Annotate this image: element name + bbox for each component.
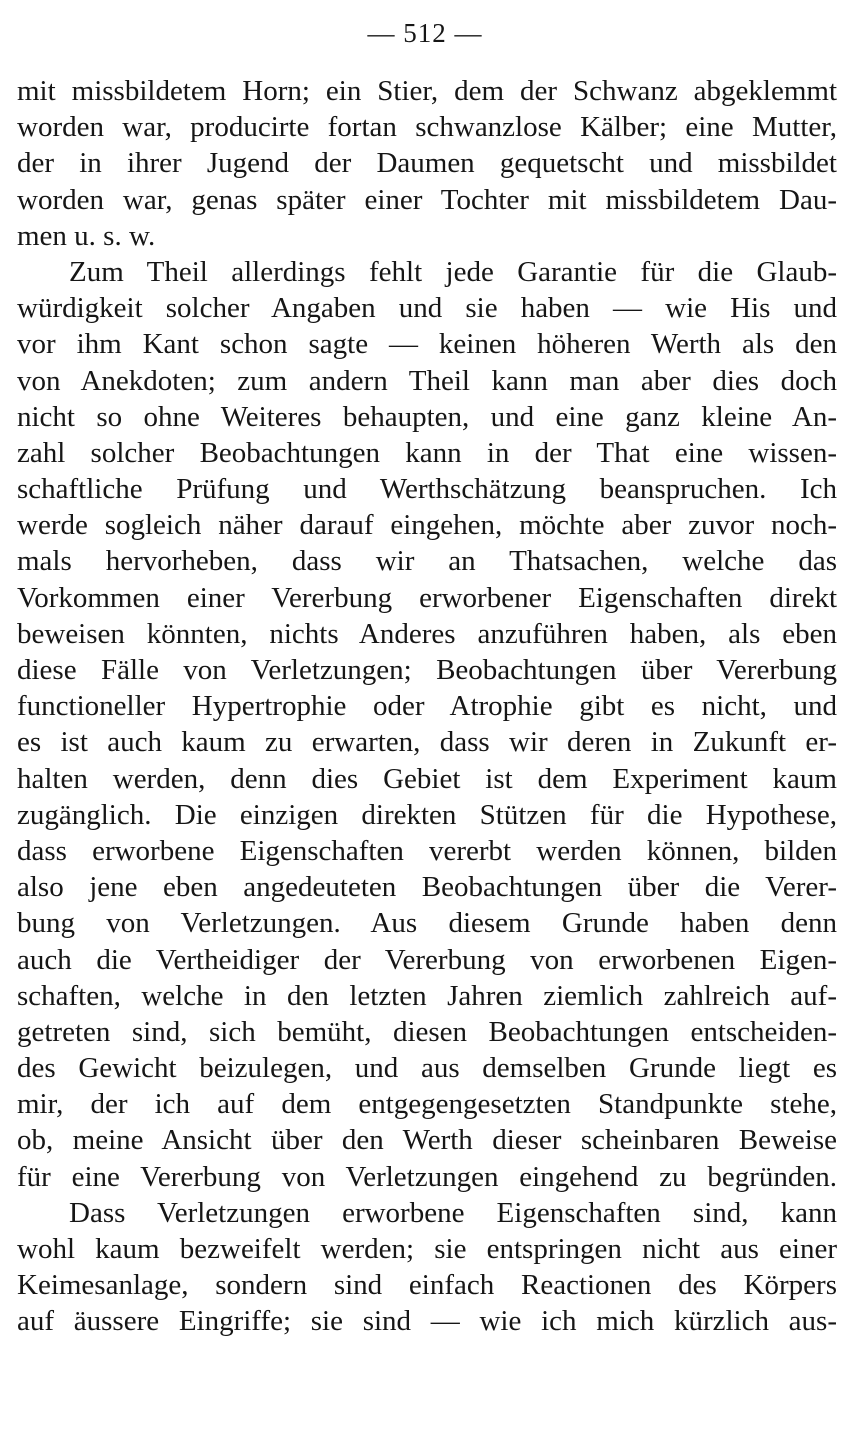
text-line: ob, meine Ansicht über den Werth dieser scheinbaren Beweise — [17, 1124, 837, 1157]
text-line: auf äussere Eingriffe; sie sind — wie ich mich kürzlich aus- — [17, 1305, 837, 1338]
text-line: bung von Verletzungen. Aus diesem Grunde haben denn — [17, 907, 837, 940]
text-line: dass erworbene Eigenschaften vererbt werden können, bilden — [17, 834, 837, 867]
text-line: getreten sind, sich bemüht, diesen Beobachtungen entscheiden- — [17, 1015, 837, 1048]
text-line: zahl solcher Beobachtungen kann in der That eine wissen- — [17, 436, 837, 469]
text-line: worden war, genas später einer Tochter mit missbildetem Dau- — [17, 183, 837, 216]
page-number: — 512 — — [367, 18, 483, 48]
text-line: vor ihm Kant schon sagte — keinen höheren Werth als den — [17, 328, 837, 361]
text-line: es ist auch kaum zu erwarten, dass wir deren in Zukunft er- — [17, 726, 837, 759]
text-line: mit missbildetem Horn; ein Stier, dem der Schwanz abgeklemmt — [17, 75, 837, 107]
text-line: Keimesanlage, sondern sind einfach Reactionen des Körpers — [17, 1269, 837, 1302]
text-line: Zum Theil allerdings fehlt jede Garantie für die Glaub- — [69, 255, 837, 288]
text-line: mals hervorheben, dass wir an Thatsachen, welche das — [17, 545, 837, 578]
text-line: von Anekdoten; zum andern Theil kann man aber dies doch — [17, 364, 837, 397]
text-line: wohl kaum bezweifelt werden; sie entspringen nicht aus einer — [17, 1233, 837, 1265]
text-line: men u. s. w. — [17, 219, 156, 252]
text-line: für eine Vererbung von Verletzungen eingehend zu begründen. — [17, 1160, 837, 1193]
text-line: mir, der ich auf dem entgegengesetzten Standpunkte stehe, — [17, 1088, 837, 1121]
text-line: beweisen könnten, nichts Anderes anzuführen haben, als eben — [17, 617, 837, 650]
paragraph-3 — [17, 1195, 837, 1340]
text-line: halten werden, denn dies Gebiet ist dem Experiment kaum — [17, 762, 837, 795]
text-line: auch die Vertheidiger der Vererbung von erworbenen Eigen- — [17, 943, 837, 976]
text-line: Dass Verletzungen erworbene Eigenschaften sind, kann — [69, 1196, 837, 1229]
text-line: Vorkommen einer Vererbung erworbener Eigenschaften direkt — [17, 581, 837, 614]
paragraph-1 — [17, 73, 837, 254]
text-line: werde sogleich näher darauf eingehen, möchte aber zuvor noch- — [17, 509, 837, 542]
text-line: des Gewicht beizulegen, und aus demselben Grunde liegt es — [17, 1052, 837, 1085]
text-line: der in ihrer Jugend der Daumen gequetscht und missbildet — [17, 147, 837, 180]
text-line: würdigkeit solcher Angaben und sie haben — wie His und — [17, 292, 837, 325]
body-text — [17, 73, 837, 1340]
text-line: functioneller Hypertrophie oder Atrophie gibt es nicht, und — [17, 690, 837, 723]
text-line: diese Fälle von Verletzungen; Beobachtungen über Vererbung — [17, 654, 837, 686]
text-line: also jene eben angedeuteten Beobachtungen über die Verer- — [17, 871, 837, 904]
paragraph-2 — [17, 254, 837, 1195]
text-line: nicht so ohne Weiteres behaupten, und eine ganz kleine An- — [17, 400, 837, 433]
text-line: worden war, producirte fortan schwanzlose Kälber; eine Mutter, — [17, 111, 837, 144]
text-line: zugänglich. Die einzigen direkten Stützen für die Hypothese, — [17, 798, 837, 831]
text-line: schaften, welche in den letzten Jahren ziemlich zahlreich auf- — [17, 979, 837, 1012]
text-line: schaftliche Prüfung und Werthschätzung beanspruchen. Ich — [17, 473, 837, 506]
